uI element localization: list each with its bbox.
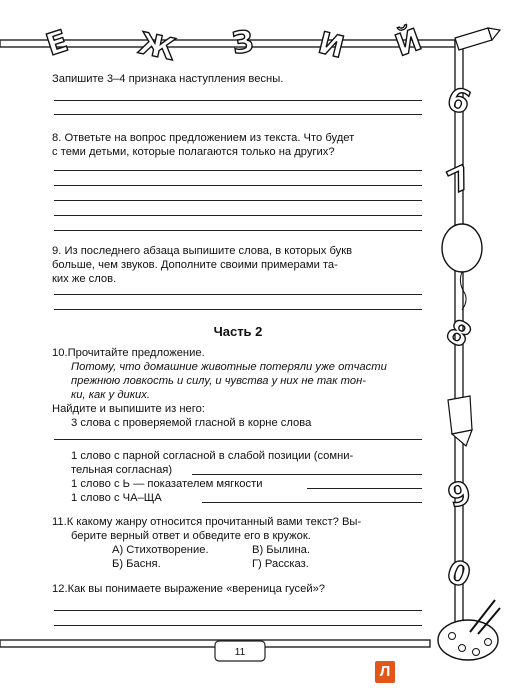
answer-line[interactable] xyxy=(54,100,422,101)
answer-line[interactable] xyxy=(54,309,422,310)
answer-line[interactable] xyxy=(54,215,422,216)
question-number: 10. xyxy=(52,347,68,359)
task-text: Найдите и выпишите из него: xyxy=(52,403,205,415)
answer-line[interactable] xyxy=(192,474,422,475)
quote-line: прежнюю ловкость и силу, и чувства у них не так тон- xyxy=(71,375,366,387)
border-digit-7: 7 xyxy=(441,157,478,202)
border-digit-9: 9 xyxy=(443,472,476,516)
question-8 xyxy=(52,131,424,159)
border-letter-i: И xyxy=(314,25,348,66)
question-text: больше, чем звуков. Дополните своими примерами та- xyxy=(52,259,338,271)
border-digit-6: 6 xyxy=(441,78,476,123)
answer-option-b[interactable]: Б) Басня. xyxy=(112,558,161,570)
answer-option-g[interactable]: Г) Рассказ. xyxy=(252,558,309,570)
question-12 xyxy=(52,582,424,596)
palette-icon xyxy=(438,600,500,660)
answer-line[interactable] xyxy=(307,488,422,489)
pencil-side-icon xyxy=(448,396,472,446)
border-letter-z: З xyxy=(230,23,257,62)
question-10 xyxy=(52,346,424,430)
subtask-text: 3 слова с проверяемой гласной в корне слова xyxy=(71,417,312,429)
watermark-logo: Л xyxy=(375,661,395,683)
answer-option-a[interactable]: А) Стихотворение. xyxy=(112,544,209,556)
question-11 xyxy=(52,515,424,571)
question-text: Как вы понимаете выражение «вереница гусей»? xyxy=(67,583,326,595)
answer-line[interactable] xyxy=(54,185,422,186)
border-digit-0: 0 xyxy=(441,551,476,596)
answer-line[interactable] xyxy=(54,170,422,171)
question-text: Запишите 3–4 признака наступления весны. xyxy=(52,73,284,85)
answer-line[interactable] xyxy=(54,230,422,231)
subtask-text: 1 слово с парной согласной в слабой позиции (сомни- xyxy=(71,450,354,462)
question-text: Ответьте на вопрос предложением из текста. Что будет xyxy=(64,132,355,144)
question-text: Прочитайте предложение. xyxy=(67,347,205,359)
quote-line: ки, как у диких. xyxy=(71,389,150,401)
border-letter-ii: Й xyxy=(390,22,427,64)
subtask-text: 1 слово с ЧА–ЩА xyxy=(71,492,162,504)
pencil-icon xyxy=(455,28,500,50)
page-number: 11 xyxy=(234,647,246,658)
question-text: ких же слов. xyxy=(52,273,117,285)
question-7-continued xyxy=(52,72,424,86)
border-digit-8: 8 xyxy=(439,311,478,356)
border-letter-e: Е xyxy=(42,23,73,64)
question-10-subtasks xyxy=(52,449,424,505)
question-number: 8. xyxy=(52,132,62,144)
border-letter-zh: Ж xyxy=(135,26,179,68)
question-text: К какому жанру относится прочитанный вами текст? Вы- xyxy=(66,516,362,528)
answer-line[interactable] xyxy=(54,625,422,626)
question-text: Из последнего абзаца выпишите слова, в которых букв xyxy=(64,245,353,257)
answer-option-v[interactable]: В) Былина. xyxy=(252,544,310,556)
question-9 xyxy=(52,244,424,286)
subtask-text: 1 слово с Ь — показателем мягкости xyxy=(71,478,263,490)
answer-line[interactable] xyxy=(202,502,422,503)
answer-line[interactable] xyxy=(54,114,422,115)
question-text: с теми детьми, которые полагаются только на других? xyxy=(52,146,335,158)
answer-line[interactable] xyxy=(54,610,422,611)
question-number: 12. xyxy=(52,583,68,595)
section-title: Часть 2 xyxy=(213,324,263,339)
question-text: берите верный ответ и обведите его в кружок. xyxy=(71,530,311,542)
subtask-text: тельная согласная) xyxy=(71,464,173,476)
answer-line[interactable] xyxy=(54,294,422,295)
quote-line: Потому, что домашние животные потеряли уже отчасти xyxy=(71,361,387,373)
answer-line[interactable] xyxy=(54,439,422,440)
question-number: 9. xyxy=(52,245,62,257)
question-number: 11. xyxy=(52,516,67,528)
answer-line[interactable] xyxy=(54,200,422,201)
